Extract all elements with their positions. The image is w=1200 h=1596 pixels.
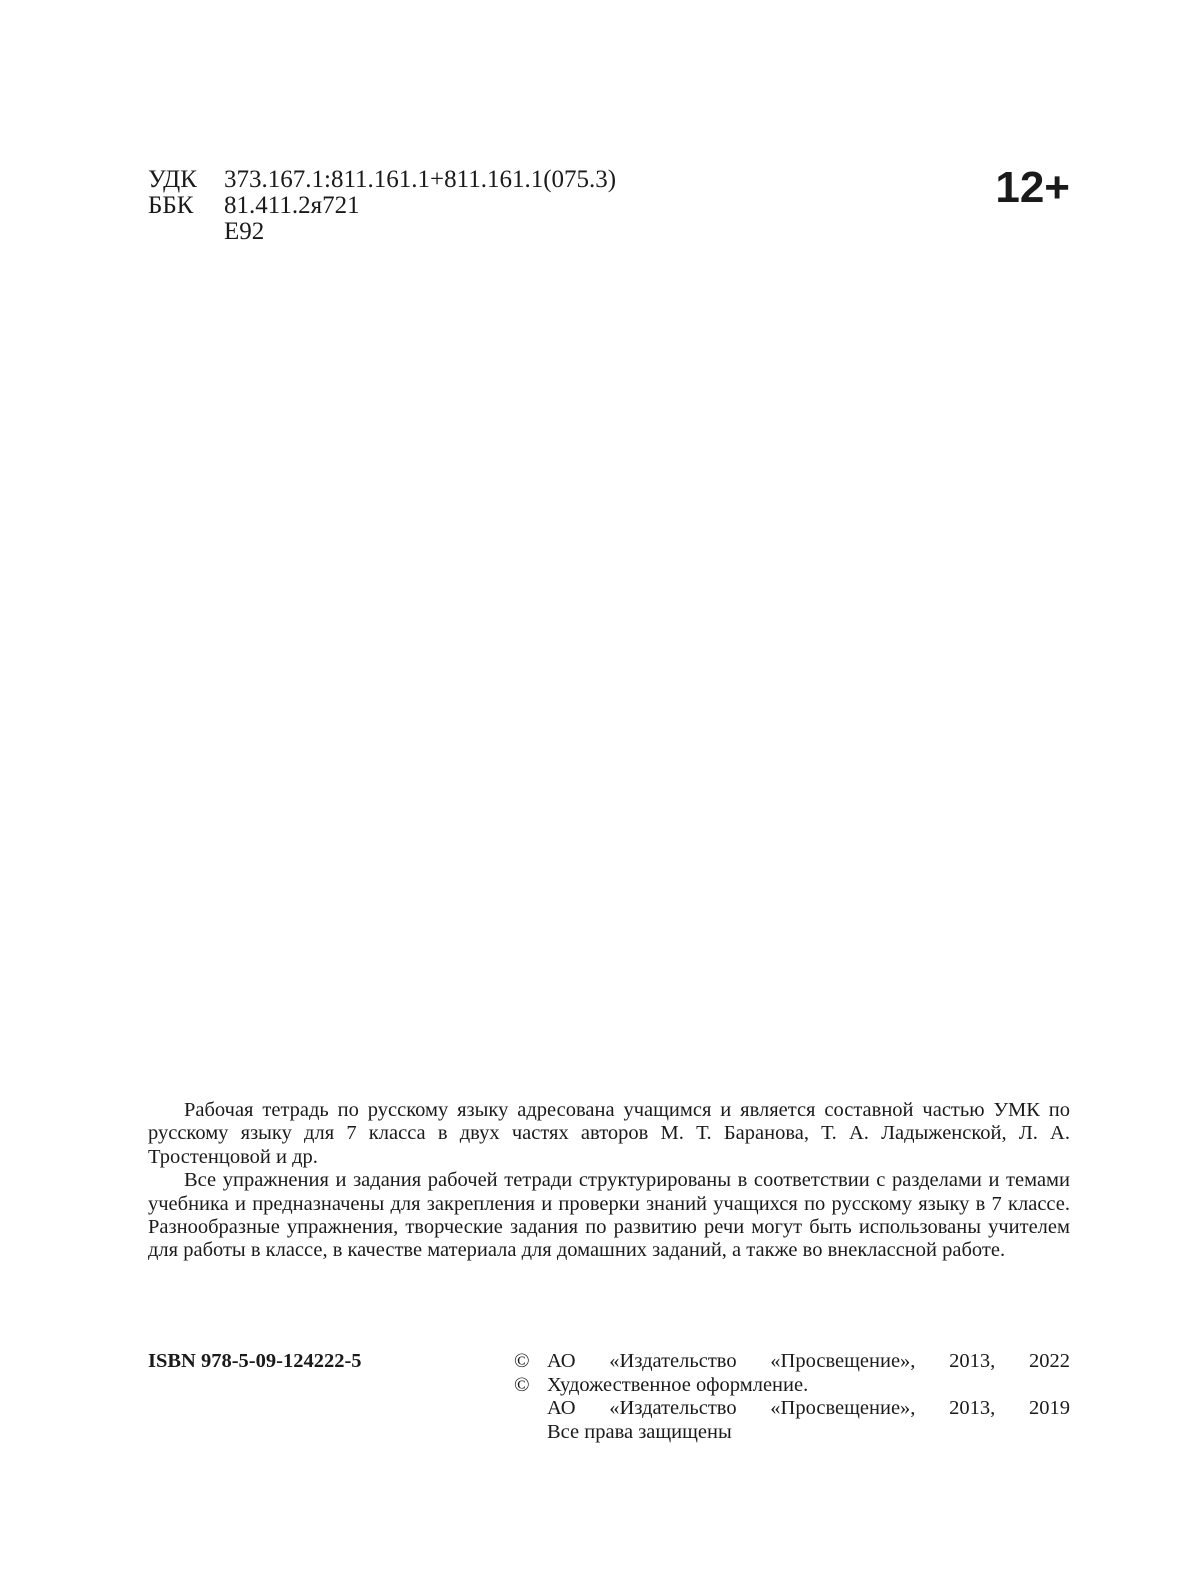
copyright-text-4: Все права защищены [547,1420,732,1443]
copyright-line-2 [514,1374,1070,1398]
copyright-line-4 [514,1421,1070,1445]
author-mark: Е92 [224,218,265,245]
bbk-label: ББК [148,192,194,219]
author-mark-row [148,219,616,245]
copyright-line-3 [514,1397,1070,1421]
bbk-value: 81.411.2я721 [224,192,360,219]
bbk-row [148,193,616,219]
copyright-text-3: АО «Издательство «Просвещение», 2013, 2019 [547,1397,1070,1419]
book-annotation [148,1099,1070,1263]
udk-value: 373.167.1:811.161.1+811.161.1(075.3) [224,166,617,193]
annotation-paragraph-2: Все упражнения и задания рабочей тетради структурированы в соответствии с разделами и темами учебника и предназначены для закрепления и проверки знаний учащихся по русскому языку в 7 классе. Разнообразные упражнения, творческие задания по развитию речи могут быть использованы учителем для работы в классе, в качестве материала для домашних заданий, а также во внеклассной работе. [148,1169,1070,1262]
copyright-text-2: Художественное оформление. [547,1373,809,1396]
author-mark-spacer [148,219,224,245]
copyright-icon: © [514,1373,530,1396]
copyright-indent [514,1397,547,1421]
udk-row [148,167,616,193]
copyright-icon: © [514,1350,530,1372]
isbn-number: ISBN 978-5-09-124222-5 [148,1350,362,1372]
bibliographic-classification [148,167,616,245]
age-rating-badge: 12+ [995,163,1070,212]
copyright-line-1 [514,1350,1070,1374]
annotation-paragraph-1: Рабочая тетрадь по русскому языку адресована учащимся и является составной частью УМК по русскому языку для 7 класса в двух частях авторов М. Т. Баранова, Т. А. Ладыженской, Л. А. Тростенцовой и др. [148,1099,1070,1168]
copyright-text-1: АО «Издательство «Просвещение», 2013, 2022 [547,1350,1070,1372]
copyright-indent [514,1421,547,1445]
udk-label: УДК [148,166,197,193]
copyright-block [514,1350,1070,1444]
